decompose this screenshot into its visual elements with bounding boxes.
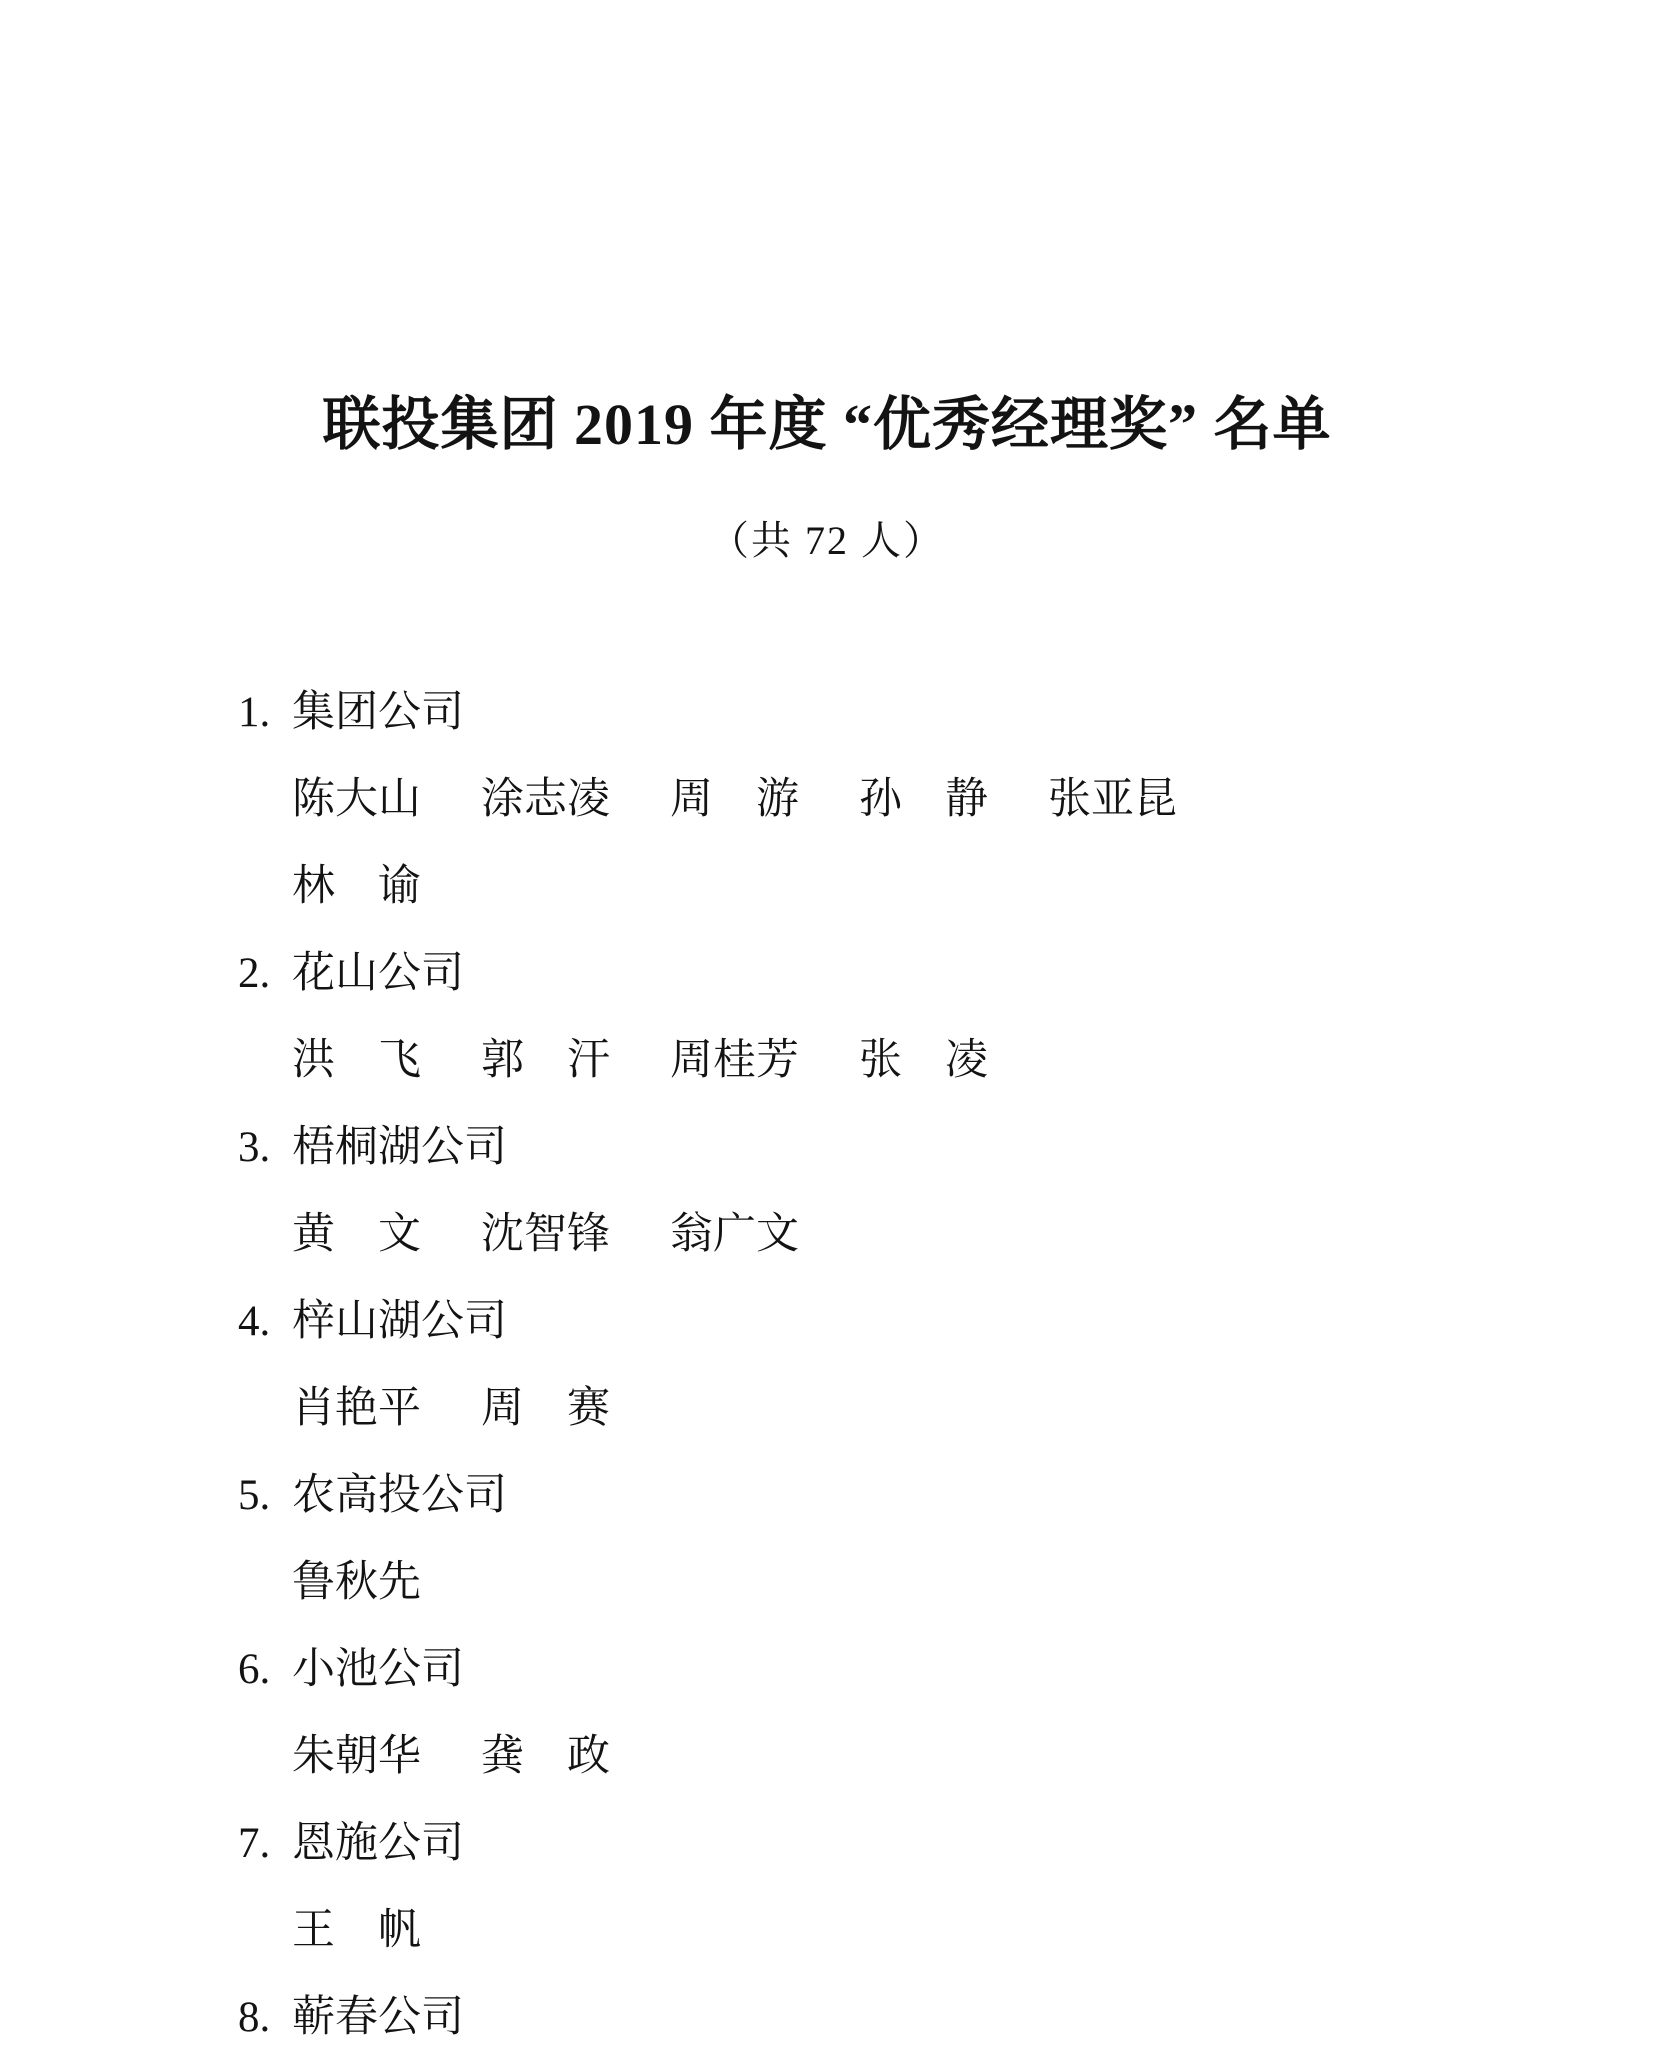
person-name: 郭 汗	[481, 1037, 610, 1084]
person-name: 张 凌	[859, 1037, 988, 1084]
names-line	[238, 1383, 1574, 1470]
company-line-5	[238, 1470, 1574, 1557]
person-name: 周桂芳	[670, 1037, 799, 1084]
company-name: 小池公司	[292, 1646, 464, 1693]
company-name: 梓山湖公司	[292, 1298, 507, 1345]
award-list	[238, 687, 1574, 2051]
names-line	[238, 861, 1574, 948]
person-name: 周 游	[670, 776, 799, 823]
company-number: 3.	[238, 1124, 271, 1171]
person-name: 周 赛	[481, 1385, 610, 1432]
company-line-4	[238, 1296, 1574, 1383]
company-name: 恩施公司	[292, 1820, 464, 1867]
company-line-2	[238, 948, 1574, 1035]
names-line	[238, 774, 1574, 861]
company-number: 1.	[238, 689, 271, 736]
person-name: 陈大山	[292, 776, 421, 823]
person-name: 龚 政	[481, 1733, 610, 1780]
company-line-7	[238, 1818, 1574, 1905]
person-name: 洪 飞	[292, 1037, 421, 1084]
company-name: 农高投公司	[292, 1472, 507, 1519]
company-line-1	[238, 687, 1574, 774]
person-name: 翁广文	[670, 1211, 799, 1258]
names-line	[238, 1731, 1574, 1818]
document-subtitle: （共 72 人）	[709, 518, 945, 563]
company-name: 花山公司	[292, 950, 464, 997]
person-name: 肖艳平	[292, 1385, 421, 1432]
company-number: 2.	[238, 950, 271, 997]
company-number: 5.	[238, 1472, 271, 1519]
company-name: 集团公司	[292, 689, 464, 736]
person-name: 王 帆	[292, 1907, 421, 1954]
names-line	[238, 1557, 1574, 1644]
person-name: 沈智锋	[481, 1211, 610, 1258]
person-name: 张亚昆	[1048, 776, 1177, 823]
names-line	[238, 1035, 1574, 1122]
person-name: 鲁秋先	[292, 1559, 421, 1606]
names-line	[238, 1905, 1574, 1992]
company-number: 4.	[238, 1298, 271, 1345]
document-title: 联投集团 2019 年度 “优秀经理奖” 名单	[322, 392, 1332, 457]
company-number: 7.	[238, 1820, 271, 1867]
company-name: 梧桐湖公司	[292, 1124, 507, 1171]
company-name: 蕲春公司	[292, 1994, 464, 2041]
company-line-8	[238, 1992, 1574, 2051]
person-name: 朱朝华	[292, 1733, 421, 1780]
company-line-6	[238, 1644, 1574, 1731]
names-line	[238, 1209, 1574, 1296]
person-name: 孙 静	[859, 776, 988, 823]
company-number: 6.	[238, 1646, 271, 1693]
person-name: 林 谕	[292, 863, 421, 910]
company-number: 8.	[238, 1994, 271, 2041]
person-name: 涂志凌	[481, 776, 610, 823]
person-name: 黄 文	[292, 1211, 421, 1258]
company-line-3	[238, 1122, 1574, 1209]
